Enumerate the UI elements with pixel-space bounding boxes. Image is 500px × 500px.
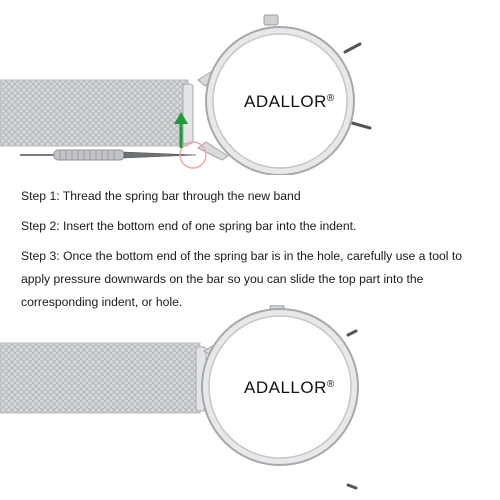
top-watch-illustration — [0, 0, 500, 175]
registered-mark: ® — [326, 93, 335, 104]
band-end-link — [183, 84, 193, 144]
step-3-text: Step 3: Once the bottom end of the spring bar is in the hole, carefully use a tool to apply pressure downwards on the bar so you can slide the top part into the corresponding indent, or hole. — [21, 249, 463, 309]
bottom-watch-illustration — [0, 305, 500, 500]
spring-bar-tool-icon — [20, 150, 196, 160]
step-2-text: Step 2: Insert the bottom end of one spring bar into the indent. — [21, 219, 357, 233]
mesh-band — [0, 343, 200, 413]
svg-text:ADALLOR® — [244, 378, 335, 397]
watch-crown — [264, 15, 278, 25]
brand-name: ADALLOR — [244, 378, 327, 397]
mesh-band — [0, 80, 188, 146]
step-1-text: Step 1: Thread the spring bar through the new band — [21, 189, 301, 203]
svg-text:ADALLOR® — [244, 92, 335, 111]
registered-mark: ® — [326, 379, 335, 390]
brand-name: ADALLOR — [244, 92, 327, 111]
